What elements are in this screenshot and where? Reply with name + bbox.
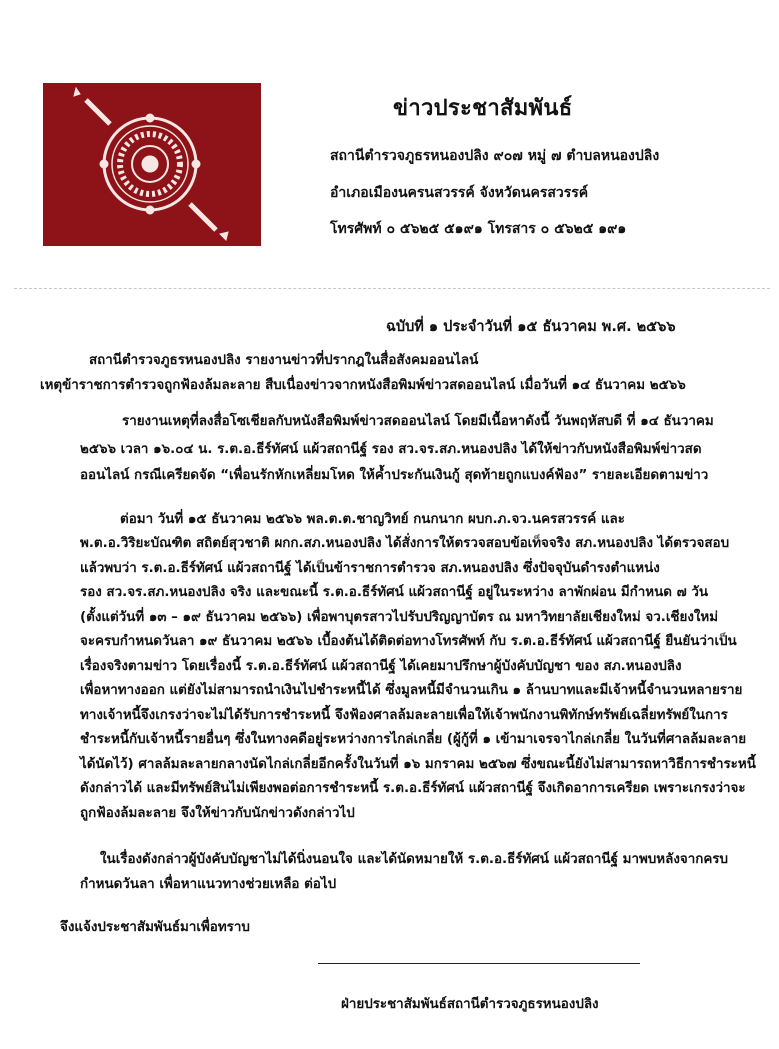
emblem-logo xyxy=(43,83,261,246)
paragraph1-line: ออนไลน์ กรณีเครียดจัด “เพื่อนรักหักเหลี่ยมโหด ให้ค้ำประกันเงินกู้ สุดท้ายถูกแบงค์ฟ้อง” รายละเอียดตามข่าว xyxy=(80,468,709,483)
paragraph2-line: จะครบกำหนดวันลา ๑๙ ธันวาคม ๒๕๖๖ เบื้องต้นได้ติดต่อทางโทรศัพท์ กับ ร.ต.อ.ธีร์ทัศน์ แผ้วสถานีฐ์ ยืนยันว่าเป็น xyxy=(80,634,737,649)
paragraph1-line: ๒๕๖๖ เวลา ๑๖.๐๔ น. ร.ต.อ.ธีร์ทัศน์ แผ้วสถานีฐ์ รอง สว.จร.สภ.หนองปลิง ได้ให้ข่าวกับหนังสือพิมพ์ข่าวสด xyxy=(80,442,702,457)
paragraph2-line: เพื่อหาทางออก แต่ยังไม่สามารถนำเงินไปชำระหนี้ได้ ซึ่งมูลหนี้มีจำนวนเกิน ๑ ล้านบาทและมีเจ้าหนี้จำนวนหลายราย xyxy=(80,683,743,698)
paragraph2-line: แล้วพบว่า ร.ต.อ.ธีร์ทัศน์ แผ้วสถานีฐ์ ได้เป็นข้าราชการตำรวจ สภ.หนองปลิง ซึ่งปัจจุบันดำรงตำแหน่ง xyxy=(80,561,660,576)
paragraph2-line: (ตั้งแต่วันที่ ๑๓ – ๑๙ ธันวาคม ๒๕๖๖) เพื่อพาบุตรสาวไปรับปริญญาบัตร ณ มหาวิทยาลัยเชียงใหม่ จว.เชียงใหม่ xyxy=(80,610,719,625)
paragraph2-line: ได้นัดไว้) ศาลล้มละลายกลางนัดไกล่เกลี่ยอีกครั้งในวันที่ ๑๖ มกราคม ๒๕๖๗ ซึ่งขณะนี้ยังไม่สามารถหาวิธีการชำระหนี้ xyxy=(80,757,756,772)
header-divider xyxy=(14,288,770,289)
district-province-line: อำเภอเมืองนครนสวรรค์ จังหวัดนครสวรรค์ xyxy=(330,185,589,201)
signature-divider xyxy=(318,963,640,964)
paragraph2-line: รอง สว.จร.สภ.หนองปลิง จริง และขณะนี้ ร.ต.อ.ธีร์ทัศน์ แผ้วสถานีฐ์ อยู่ในระหว่าง ลาพักผ่อน มีกำหนด ๗ วัน xyxy=(80,585,709,600)
station-address-line: สถานีตำรวจภูธรหนองปลิง ๙๐๗ หมู่ ๗ ตำบลหนองปลิง xyxy=(330,148,660,164)
paragraph1-line: รายงานเหตุที่ลงสื่อโซเชียลกับหนังสือพิมพ์ข่าวสดออนไลน์ โดยมีเนื้อหาดังนี้ วันพฤหัสบดี ที่ ๑๔ ธันวาคม xyxy=(122,414,714,429)
lead-line: สถานีตำรวจภูธรหนองปลิง รายงานข่าวที่ปรากฎในสื่อสังคมออนไลน์ xyxy=(89,353,479,368)
closing-line: จึงแจ้งประชาสัมพันธ์มาเพื่อทราบ xyxy=(60,920,250,935)
paragraph2-line: เรื่องจริงตามข่าว โดยเรื่องนี้ ร.ต.อ.ธีร์ทัศน์ แผ้วสถานีฐ์ ได้เคยมาปรึกษาผู้บังคับบัญชา ของ สภ.หนองปลิง xyxy=(80,659,682,674)
lead-line: เหตุข้าราชการตำรวจถูกฟ้องล้มละลาย สืบเนื่องข่าวจากหนังสือพิมพ์ข่าวสดออนไลน์ เมื่อวันที่ ๑๔ ธันวาคม ๒๕๖๖ xyxy=(40,378,686,393)
signature-line: ฝ่ายประชาสัมพันธ์สถานีตำรวจภูธรหนองปลิง xyxy=(341,997,599,1012)
issue-date: ฉบับที่ ๑ ประจำวันที่ ๑๕ ธันวาคม พ.ศ. ๒๕๖๖ xyxy=(386,319,676,335)
paragraph3-line: ในเรื่องดังกล่าวผู้บังคับบัญชาไม่ได้นิ่งนอนใจ และได้นัดหมายให้ ร.ต.อ.ธีร์ทัศน์ แผ้วสถานีฐ์ มาพบหลังจากครบ xyxy=(100,852,728,867)
paragraph2-line: ทางเจ้าหนี้จึงเกรงว่าจะไม่ได้รับการชำระหนี้ จึงฟ้องศาลล้มละลายเพื่อให้เจ้าพนักงานพิทักษ์ทรัพย์เฉลี่ยทรัพย์ในการ xyxy=(80,708,728,723)
police-emblem-icon xyxy=(43,83,261,246)
press-release-title: ข่าวประชาสัมพันธ์ xyxy=(393,96,573,121)
paragraph2-line: ถูกฟ้องล้มละลาย จึงให้ข่าวกับนักข่าวดังกล่าวไป xyxy=(80,806,355,821)
paragraph3-line: กำหนดวันลา เพื่อหาแนวทางช่วยเหลือ ต่อไป xyxy=(80,877,337,892)
paragraph2-line: พ.ต.อ.วิริยะบัณฑิต สถิตย์สุวชาติ ผกก.สภ.หนองปลิง ได้สั่งการให้ตรวจสอบข้อเท็จจริง สภ.หนองปลิง ได้ตรวจสอบ xyxy=(80,536,730,551)
paragraph2-line: ชำระหนี้กับเจ้าหนี้รายอื่นๆ ซึ่งในทางคดีอยู่ระหว่างการไกล่เกลี่ย (ผู้กู้ที่ ๑ เข้ามาเจรจาไกล่เกลี่ย ในวันที่ศาลล้มละลาย xyxy=(80,732,747,747)
paragraph2-line: ต่อมา วันที่ ๑๕ ธันวาคม ๒๕๖๖ พล.ต.ต.ชาญวิทย์ กนกนาก ผบก.ภ.จว.นครสวรรค์ และ xyxy=(120,512,625,527)
paragraph2-line: ดังกล่าวได้ และมีทรัพย์สินไม่เพียงพอต่อการชำระหนี้ ร.ต.อ.ธีร์ทัศน์ แผ้วสถานีฐ์ จึงเกิดอาการเครียด เพราะเกรงว่าจะ xyxy=(80,781,746,796)
phone-fax-line: โทรศัพท์ ๐ ๕๖๒๕ ๕๑๙๑ โทรสาร ๐ ๕๖๒๕ ๑๙๑ xyxy=(330,221,627,237)
